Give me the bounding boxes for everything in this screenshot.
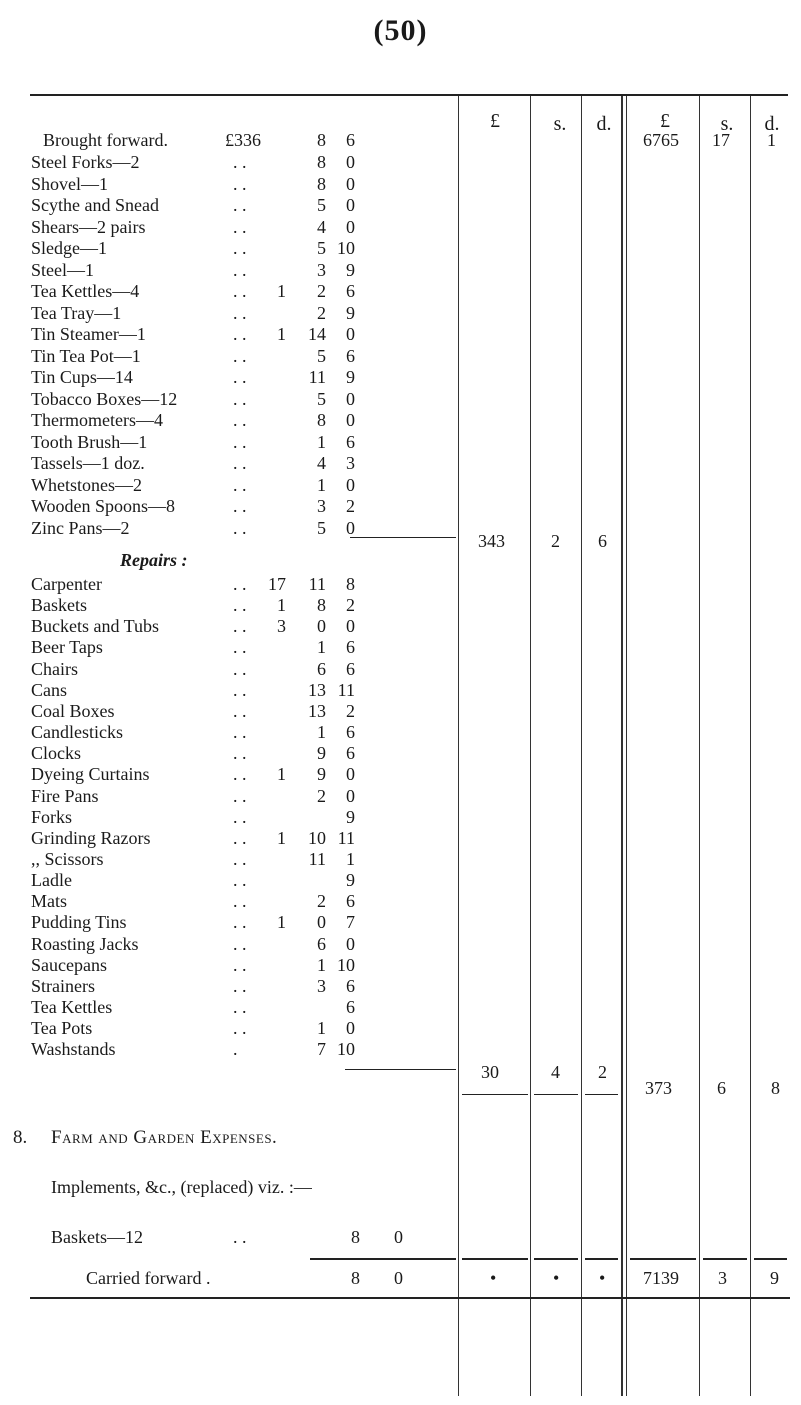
ledger-row (0, 615, 801, 637)
item-shillings: 8 (317, 152, 326, 172)
header-inner-pence: d. (596, 113, 612, 135)
brought-forward-row (0, 129, 801, 151)
item-pence: 6 (346, 891, 355, 912)
ledger-row (0, 474, 801, 496)
item-pence: 0 (346, 410, 355, 430)
ledger-row (0, 151, 801, 173)
item-shillings: 0 (317, 616, 326, 637)
header-inner-pounds: £ (490, 110, 500, 132)
leader-dots: . . (233, 658, 247, 679)
item-pence: 0 (346, 764, 355, 785)
ledger-row (0, 679, 801, 701)
leader-dots: . . (233, 259, 247, 280)
carried-forward-total-pounds: 7139 (643, 1268, 679, 1288)
ledger-row (0, 721, 801, 743)
ledger-row (0, 742, 801, 764)
item-shillings: 5 (317, 517, 326, 538)
item-shillings: 1 (317, 954, 326, 975)
ledger-row (0, 763, 801, 785)
item-label: Steel Forks—2 (31, 152, 140, 172)
item-shillings: 5 (317, 388, 326, 409)
item-label: Buckets and Tubs (31, 616, 160, 637)
subtotal-2-shillings: 4 (551, 1062, 560, 1082)
item-pence: 6 (346, 658, 355, 679)
leader-dots: . . (233, 679, 247, 700)
item-label: Baskets (31, 595, 87, 616)
item-shillings: 11 (308, 848, 326, 869)
item-label: Tooth Brush—1 (31, 431, 148, 452)
item-label: Grinding Razors (31, 827, 151, 848)
section-8-baskets-pence: 0 (394, 1227, 403, 1247)
item-shillings: 1 (317, 637, 326, 658)
section-8-baskets-shillings: 8 (351, 1227, 360, 1247)
item-pence: 6 (346, 997, 355, 1017)
ledger-row (0, 869, 801, 891)
item-shillings: 3 (317, 496, 326, 516)
item-label: Tin Tea Pot—1 (31, 345, 141, 366)
leader-dots: . . (233, 997, 247, 1017)
leader-dots: . . (233, 848, 247, 869)
ledger-row (0, 890, 801, 912)
item-shillings: 7 (317, 1039, 326, 1060)
ledger-row (0, 573, 801, 595)
item-label: Ladle (31, 870, 72, 891)
ledger-row (0, 636, 801, 658)
leader-dots: . . (233, 152, 247, 172)
item-shillings: 3 (317, 975, 326, 996)
carried-forward-pence: 0 (394, 1268, 403, 1288)
brought-forward-pounds: £336 (225, 130, 261, 150)
leader-dots: . . (233, 912, 247, 933)
ledger-row (0, 848, 801, 870)
item-shillings: 9 (317, 764, 326, 785)
item-label: Scythe and Snead (31, 195, 159, 215)
item-shillings: 2 (317, 281, 326, 301)
item-pence: 10 (337, 954, 355, 975)
bottom-rule (30, 1297, 790, 1299)
item-pounds: 17 (268, 574, 286, 594)
ledger-row (0, 700, 801, 722)
carried-forward-label: Carried forward . (86, 1268, 211, 1288)
ledger-row (0, 345, 801, 367)
item-pence: 6 (346, 722, 355, 743)
item-label: Tea Kettles—4 (31, 281, 140, 301)
leader-dots: . . (233, 785, 247, 806)
item-label: Tobacco Boxes—12 (31, 388, 178, 409)
item-label: Tin Steamer—1 (31, 324, 146, 344)
item-label: Saucepans (31, 954, 107, 975)
item-label: Sledge—1 (31, 238, 107, 258)
item-label: Fire Pans (31, 785, 99, 806)
item-pence: 0 (346, 474, 355, 495)
item-pence: 7 (346, 912, 355, 933)
item-pence: 2 (346, 700, 355, 721)
leader-dots: . . (233, 216, 247, 237)
brought-forward-total-pence: 1 (767, 130, 776, 150)
item-pounds: 1 (277, 764, 286, 785)
item-pence: 8 (346, 574, 355, 594)
leader-dots: . . (233, 954, 247, 975)
item-pence: 2 (346, 595, 355, 616)
brought-forward-label: Brought forward. (43, 130, 168, 150)
item-shillings: 10 (308, 827, 326, 848)
item-pence: 0 (346, 933, 355, 954)
ledger-row (0, 237, 801, 259)
ledger-row (0, 173, 801, 195)
item-shillings: 8 (317, 173, 326, 194)
brought-forward-pence: 6 (346, 130, 355, 150)
item-pence: 0 (346, 324, 355, 344)
leader-dots: . . (233, 431, 247, 452)
item-pence: 11 (337, 679, 355, 700)
subtotal-1-pence: 6 (598, 531, 607, 551)
item-label: Tassels—1 doz. (31, 453, 145, 473)
item-pence: 1 (346, 848, 355, 869)
subtotal-2-pounds: 30 (481, 1062, 499, 1082)
item-pounds: 1 (277, 595, 286, 616)
section-total-pounds: 373 (645, 1078, 672, 1098)
item-shillings: 5 (317, 195, 326, 215)
item-pounds: 3 (277, 616, 286, 637)
item-shillings: 2 (317, 785, 326, 806)
subtotal-1-shillings: 2 (551, 531, 560, 551)
ledger-row (0, 594, 801, 616)
subtotal-2-rule (345, 1069, 456, 1070)
carried-rule-f (703, 1258, 747, 1260)
subtotal-1-rule (350, 537, 456, 538)
item-pence: 0 (346, 195, 355, 215)
ledger-row (0, 658, 801, 680)
ledger-row (0, 827, 801, 849)
item-label: Cans (31, 679, 67, 700)
item-label: Roasting Jacks (31, 933, 139, 954)
top-rule (30, 94, 788, 96)
ledger-row (0, 785, 801, 807)
item-pence: 10 (337, 1039, 355, 1060)
item-shillings: 2 (317, 302, 326, 323)
section-8-number: 8. (13, 1127, 28, 1148)
item-shillings: 1 (317, 431, 326, 452)
leader-dots: . . (233, 933, 247, 954)
item-label: ,, Scissors (31, 848, 104, 869)
item-label: Tea Kettles (31, 997, 113, 1017)
leader-dots: . . (233, 700, 247, 721)
ledger-row (0, 1038, 801, 1060)
item-pence: 9 (346, 302, 355, 323)
carried-forward-shillings: 8 (351, 1268, 360, 1288)
item-pence: 9 (346, 870, 355, 891)
section-8-implements: Implements, &c., (replaced) viz. :— (51, 1177, 312, 1197)
item-shillings: 0 (317, 912, 326, 933)
header-outer-shillings: s. (720, 113, 734, 135)
section-total-rule-c (585, 1094, 618, 1095)
leader-dots: . . (233, 517, 247, 538)
item-label: Shovel—1 (31, 173, 109, 194)
item-pence: 10 (337, 238, 355, 258)
subtotal-1-pounds: 343 (478, 531, 505, 551)
item-shillings: 8 (317, 410, 326, 430)
item-label: Carpenter (31, 574, 102, 594)
item-shillings: 1 (317, 722, 326, 743)
leader-dots: . . (233, 345, 247, 366)
ledger-row (0, 452, 801, 474)
leader-dots: . . (233, 637, 247, 658)
brought-forward-total-pounds: 6765 (643, 130, 679, 150)
item-pence: 6 (346, 431, 355, 452)
item-label: Strainers (31, 975, 95, 996)
item-shillings: 11 (308, 574, 326, 594)
item-shillings: 6 (317, 658, 326, 679)
leader-dots: . . (233, 324, 247, 344)
item-pence: 0 (346, 216, 355, 237)
carried-rule-a (310, 1258, 456, 1260)
ledger-row (0, 431, 801, 453)
item-label: Tin Cups—14 (31, 367, 133, 387)
ledger-row (0, 933, 801, 955)
item-shillings: 1 (317, 474, 326, 495)
carried-forward-col-pence: • (599, 1268, 606, 1288)
ledger-row (0, 1017, 801, 1039)
item-pence: 9 (346, 806, 355, 827)
item-pence: 3 (346, 453, 355, 473)
item-pence: 6 (346, 281, 355, 301)
item-shillings: 9 (317, 743, 326, 764)
item-label: Washstands (31, 1039, 116, 1060)
item-label: Zinc Pans—2 (31, 517, 130, 538)
item-label: Pudding Tins (31, 912, 127, 933)
leader-dots: . . (233, 616, 247, 637)
leader-dots: . . (233, 743, 247, 764)
item-pence: 0 (346, 517, 355, 538)
ledger-row (0, 216, 801, 238)
item-label: Beer Taps (31, 637, 103, 658)
item-label: Candlesticks (31, 722, 123, 743)
item-pounds: 1 (277, 827, 286, 848)
item-pence: 2 (346, 496, 355, 516)
leader-dots: . . (233, 891, 247, 912)
ledger-row (0, 280, 801, 302)
carried-rule-e (630, 1258, 696, 1260)
leader-dots: . . (233, 474, 247, 495)
item-pounds: 1 (277, 324, 286, 344)
leader-dots: . . (233, 595, 247, 616)
ledger-row (0, 388, 801, 410)
leader-dots: . . (233, 764, 247, 785)
ledger-row (0, 302, 801, 324)
carried-forward-total-pence: 9 (770, 1268, 779, 1288)
leader-dots: . . (233, 806, 247, 827)
leader-dots: . . (233, 195, 247, 215)
item-shillings: 14 (308, 324, 326, 344)
item-shillings: 3 (317, 259, 326, 280)
leader-dots: . . (233, 173, 247, 194)
section-total-shillings: 6 (717, 1078, 726, 1098)
item-shillings: 4 (317, 453, 326, 473)
item-pence: 6 (346, 743, 355, 764)
carried-rule-g (754, 1258, 787, 1260)
repairs-heading: Repairs : (120, 550, 188, 570)
ledger-row (0, 259, 801, 281)
item-pence: 0 (346, 388, 355, 409)
item-label: Forks (31, 806, 73, 827)
item-label: Wooden Spoons—8 (31, 496, 176, 516)
item-label: Coal Boxes (31, 700, 115, 721)
brought-forward-total-shillings: 17 (712, 130, 730, 150)
item-pence: 0 (346, 785, 355, 806)
leader-dots: . . (233, 827, 247, 848)
ledger-row (0, 323, 801, 345)
ledger-row (0, 911, 801, 933)
section-8-baskets-label: Baskets—12 (51, 1227, 143, 1247)
item-shillings: 2 (317, 891, 326, 912)
section-total-rule-b (534, 1094, 578, 1095)
item-label: Shears—2 pairs (31, 216, 146, 237)
ledger-row (0, 954, 801, 976)
item-shillings: 13 (308, 679, 326, 700)
section-8-baskets-dots: . . (233, 1227, 247, 1247)
ledger-row (0, 975, 801, 997)
leader-dots: . . (233, 388, 247, 409)
ledger-row (0, 409, 801, 431)
leader-dots: . . (233, 367, 247, 387)
item-pounds: 1 (277, 281, 286, 301)
header-outer-pounds: £ (660, 110, 670, 132)
leader-dots: . . (233, 975, 247, 996)
item-shillings: 5 (317, 238, 326, 258)
item-pence: 0 (346, 173, 355, 194)
leader-dots: . . (233, 238, 247, 258)
leader-dots: . . (233, 722, 247, 743)
leader-dots: . . (233, 870, 247, 891)
item-pence: 9 (346, 367, 355, 387)
ledger-row (0, 806, 801, 828)
section-total-rule-a (462, 1094, 528, 1095)
item-shillings: 5 (317, 345, 326, 366)
carried-rule-c (534, 1258, 578, 1260)
item-shillings: 8 (317, 595, 326, 616)
leader-dots: . . (233, 281, 247, 301)
leader-dots: . (233, 1039, 238, 1060)
header-inner-shillings: s. (553, 113, 567, 135)
item-pence: 6 (346, 345, 355, 366)
item-shillings: 13 (308, 700, 326, 721)
subtotal-2-pence: 2 (598, 1062, 607, 1082)
carried-rule-b (462, 1258, 528, 1260)
item-pence: 6 (346, 637, 355, 658)
item-label: Tea Pots (31, 1018, 93, 1039)
item-shillings: 4 (317, 216, 326, 237)
item-label: Chairs (31, 658, 78, 679)
leader-dots: . . (233, 1018, 247, 1039)
item-pence: 9 (346, 259, 355, 280)
item-shillings: 6 (317, 933, 326, 954)
item-pence: 6 (346, 975, 355, 996)
carried-forward-col-shillings: • (553, 1268, 560, 1288)
header-outer-pence: d. (764, 113, 780, 135)
leader-dots: . . (233, 302, 247, 323)
item-label: Tea Tray—1 (31, 302, 122, 323)
carried-rule-d (585, 1258, 618, 1260)
item-shillings: 11 (308, 367, 326, 387)
ledger-row (0, 517, 801, 539)
item-pence: 0 (346, 616, 355, 637)
item-label: Steel—1 (31, 259, 94, 280)
item-label: Thermometers—4 (31, 410, 163, 430)
carried-forward-total-shillings: 3 (718, 1268, 727, 1288)
brought-forward-shillings: 8 (317, 130, 326, 150)
item-label: Mats (31, 891, 67, 912)
leader-dots: . . (233, 453, 247, 473)
item-label: Whetstones—2 (31, 474, 142, 495)
page-number: (50) (373, 14, 428, 47)
ledger-row (0, 366, 801, 388)
item-label: Clocks (31, 743, 82, 764)
ledger-row (0, 495, 801, 517)
item-pence: 11 (337, 827, 355, 848)
item-shillings: 1 (317, 1018, 326, 1039)
leader-dots: . . (233, 574, 247, 594)
ledger-row (0, 194, 801, 216)
leader-dots: . . (233, 496, 247, 516)
item-pounds: 1 (277, 912, 286, 933)
item-label: Dyeing Curtains (31, 764, 150, 785)
section-8-title: Farm and Garden Expenses. (51, 1127, 278, 1148)
carried-forward-col-pounds: • (490, 1268, 497, 1288)
leader-dots: . . (233, 410, 247, 430)
item-pence: 0 (346, 152, 355, 172)
item-pence: 0 (346, 1018, 355, 1039)
section-total-pence: 8 (771, 1078, 780, 1098)
ledger-row (0, 996, 801, 1018)
